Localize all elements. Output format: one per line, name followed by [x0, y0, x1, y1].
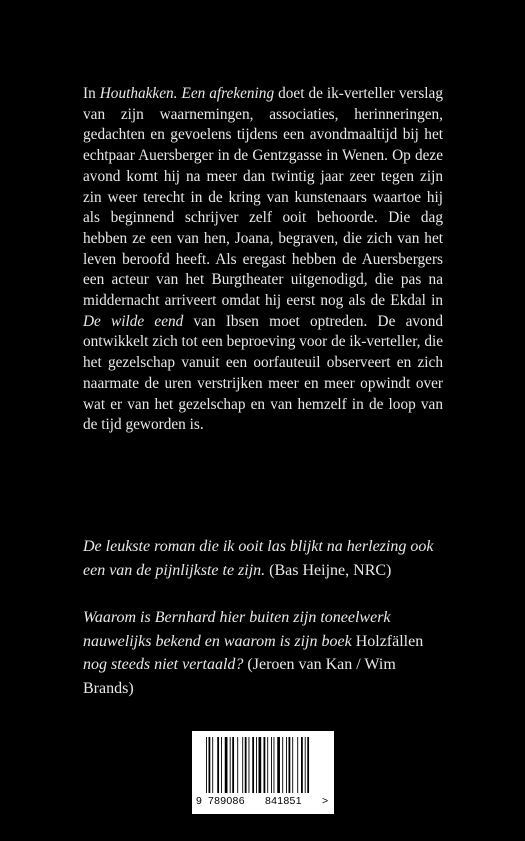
barcode-bar — [289, 737, 291, 793]
barcode-bar — [249, 737, 250, 793]
barcode-bar — [230, 737, 231, 793]
barcode-bar — [297, 737, 298, 793]
barcode-bar — [232, 737, 234, 793]
blurb-paragraph — [83, 84, 443, 436]
barcode-bar — [307, 737, 309, 793]
quote-source: (Bas Heijne, NRC) — [265, 561, 392, 579]
barcode-bar — [292, 737, 293, 793]
barcode-bar — [271, 737, 272, 793]
book-title: Houthakken. Een afrekening — [99, 85, 275, 102]
barcode-bar — [225, 737, 228, 793]
barcode-bars — [196, 737, 330, 793]
barcode-bar — [305, 737, 306, 793]
blurb-text: van Ibsen moet optreden. De avond ontwikkelt zich tot een beproeving voor de ik-verteller, die het gezelschap vanuit een oorfauteuil observeert en zich naarmate de uren verstrijken meer en meer opwindt over wat er van het gezelschap en van hemzelf in de loop van de tijd geworden is. — [83, 312, 444, 434]
back-cover-blurb — [83, 84, 443, 436]
barcode-bar — [282, 737, 283, 793]
barcode-bar — [221, 737, 222, 793]
barcode-bar — [237, 737, 238, 793]
barcode-bar — [267, 737, 268, 793]
barcode-bar — [286, 737, 287, 793]
quote-text: Waarom is Bernhard hier buiten zijn toneelwerk nauwelijks bekend en waarom is zijn boek — [83, 609, 391, 650]
quote-text: De leukste roman die ik ooit las blijkt na herlezing ook een van de pijnlijkste te zijn. — [83, 538, 434, 579]
quote-source: (Jeroen van Kan / Wim Brands) — [83, 656, 396, 697]
barcode-bar — [252, 737, 254, 793]
barcode-right-group: 841851 — [265, 795, 302, 807]
barcode-bar — [256, 737, 257, 793]
blurb-text: In — [83, 85, 100, 102]
barcode-bar — [259, 737, 262, 793]
review-quotes — [83, 535, 443, 724]
quote-book-title: Holzfällen — [355, 632, 424, 650]
barcode-bar — [242, 737, 243, 793]
quote-text: nog steeds niet vertaald? — [83, 656, 244, 673]
barcode-left-group: 789086 — [208, 795, 245, 807]
barcode-bar — [245, 737, 247, 793]
barcode-bar — [206, 737, 207, 793]
blurb-text: doet de ik-verteller verslag van zijn waarnemingen, associaties, herinneringen, gedachten en gevoelens tijdens een avondmaaltijd bij het echtpaar Auersberger in de Gentzgasse in Wenen. Op deze avond komt hij na meer dan twintig jaar zeer tegen zijn zin weer terecht in de kring van kunstenaars waartoe hij als beginnend schrijver zelf ooit behoorde. Die dag hebben ze een van hen, Joana, begraven, die zich van het leven beroofd heeft. Als eregast hebben de Auersbergers een acteur van het Burgtheater uitgenodigd, die pas na middernacht arriveert omdat hij eerst nog als de Ekdal in — [83, 85, 443, 310]
barcode-bar — [301, 737, 303, 793]
barcode-bar — [217, 737, 219, 793]
barcode-bar — [277, 737, 280, 793]
barcode-bar — [274, 737, 275, 793]
barcode-bar — [209, 737, 211, 793]
barcode-first-digit: 9 — [196, 795, 203, 807]
barcode-arrow: > — [322, 795, 329, 807]
review-quote-2 — [83, 606, 443, 700]
play-title: De wilde eend — [83, 312, 184, 330]
isbn-barcode — [192, 731, 334, 814]
barcode-bar — [264, 737, 266, 793]
barcode-number — [192, 795, 334, 811]
barcode-bar — [212, 737, 213, 793]
review-quote-1 — [83, 535, 443, 582]
